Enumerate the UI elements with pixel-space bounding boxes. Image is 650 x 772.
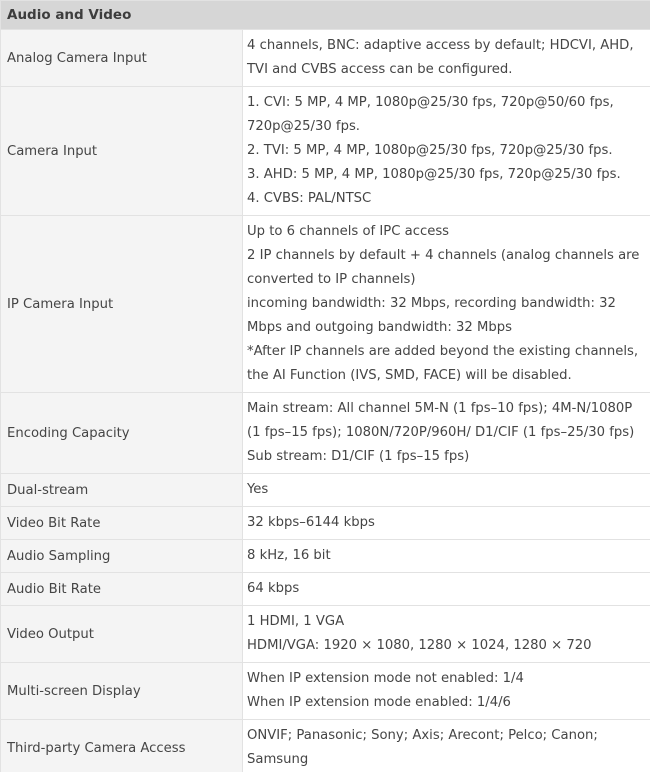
spec-label: Video Output	[1, 606, 243, 663]
spec-value	[243, 540, 650, 573]
spec-label: Analog Camera Input	[1, 30, 243, 87]
spec-value-line: Main stream: All channel 5M-N (1 fps–10 fps); 4M-N/1080P (1 fps–15 fps); 1080N/720P/960H/ D1/CIF (1 fps–25/30 fps)	[247, 401, 635, 440]
spec-label: Audio Bit Rate	[1, 573, 243, 606]
spec-value	[243, 87, 650, 216]
spec-value-line: ONVIF; Panasonic; Sony; Axis; Arecont; Pelco; Canon; Samsung	[247, 728, 598, 767]
spec-value-line: 64 kbps	[247, 581, 300, 596]
spec-row	[1, 663, 650, 720]
spec-value-line: 32 kbps–6144 kbps	[247, 515, 375, 530]
spec-value	[243, 393, 650, 474]
spec-value	[243, 720, 650, 772]
spec-value-line: *After IP channels are added beyond the existing channels, the AI Function (IVS, SMD, FACE) will be disabled.	[247, 344, 639, 383]
spec-value-line: 3. AHD: 5 MP, 4 MP, 1080p@25/30 fps, 720p@25/30 fps.	[247, 167, 621, 182]
spec-value-line: When IP extension mode not enabled: 1/4	[247, 671, 524, 686]
spec-row	[1, 507, 650, 540]
spec-row	[1, 474, 650, 507]
spec-label: Audio Sampling	[1, 540, 243, 573]
spec-row	[1, 393, 650, 474]
spec-label: Encoding Capacity	[1, 393, 243, 474]
spec-row	[1, 30, 650, 87]
spec-value-line: 4 channels, BNC: adaptive access by default; HDCVI, AHD, TVI and CVBS access can be configured.	[247, 38, 634, 77]
section-header-row	[1, 1, 650, 30]
spec-value-line: 2 IP channels by default + 4 channels (analog channels are converted to IP channels)	[247, 248, 640, 287]
spec-label: Video Bit Rate	[1, 507, 243, 540]
spec-value-line: 8 kHz, 16 bit	[247, 548, 331, 563]
spec-row	[1, 720, 650, 772]
spec-row	[1, 573, 650, 606]
spec-value-line: 1 HDMI, 1 VGA	[247, 614, 345, 629]
spec-row	[1, 216, 650, 393]
spec-label: Third-party Camera Access	[1, 720, 243, 772]
spec-value-line: When IP extension mode enabled: 1/4/6	[247, 695, 511, 710]
spec-value-line: incoming bandwidth: 32 Mbps, recording bandwidth: 32 Mbps and outgoing bandwidth: 32 Mbps	[247, 296, 616, 335]
spec-value	[243, 663, 650, 720]
spec-value	[243, 30, 650, 87]
spec-label: Multi-screen Display	[1, 663, 243, 720]
spec-value-line: Sub stream: D1/CIF (1 fps–15 fps)	[247, 449, 470, 464]
spec-value-line: HDMI/VGA: 1920 × 1080, 1280 × 1024, 1280 × 720	[247, 638, 592, 653]
spec-value	[243, 606, 650, 663]
spec-label: IP Camera Input	[1, 216, 243, 393]
spec-value	[243, 216, 650, 393]
spec-label: Camera Input	[1, 87, 243, 216]
spec-value	[243, 474, 650, 507]
spec-row	[1, 87, 650, 216]
spec-row	[1, 606, 650, 663]
spec-value-line: 1. CVI: 5 MP, 4 MP, 1080p@25/30 fps, 720p@50/60 fps, 720p@25/30 fps.	[247, 95, 614, 134]
spec-table-body	[1, 1, 650, 772]
spec-value	[243, 507, 650, 540]
section-title: Audio and Video	[1, 1, 650, 30]
spec-label: Dual-stream	[1, 474, 243, 507]
spec-value-line: 4. CVBS: PAL/NTSC	[247, 191, 372, 206]
spec-value-line: 2. TVI: 5 MP, 4 MP, 1080p@25/30 fps, 720p@25/30 fps.	[247, 143, 613, 158]
spec-row	[1, 540, 650, 573]
spec-value-line: Yes	[247, 482, 269, 497]
spec-value	[243, 573, 650, 606]
spec-value-line: Up to 6 channels of IPC access	[247, 224, 450, 239]
